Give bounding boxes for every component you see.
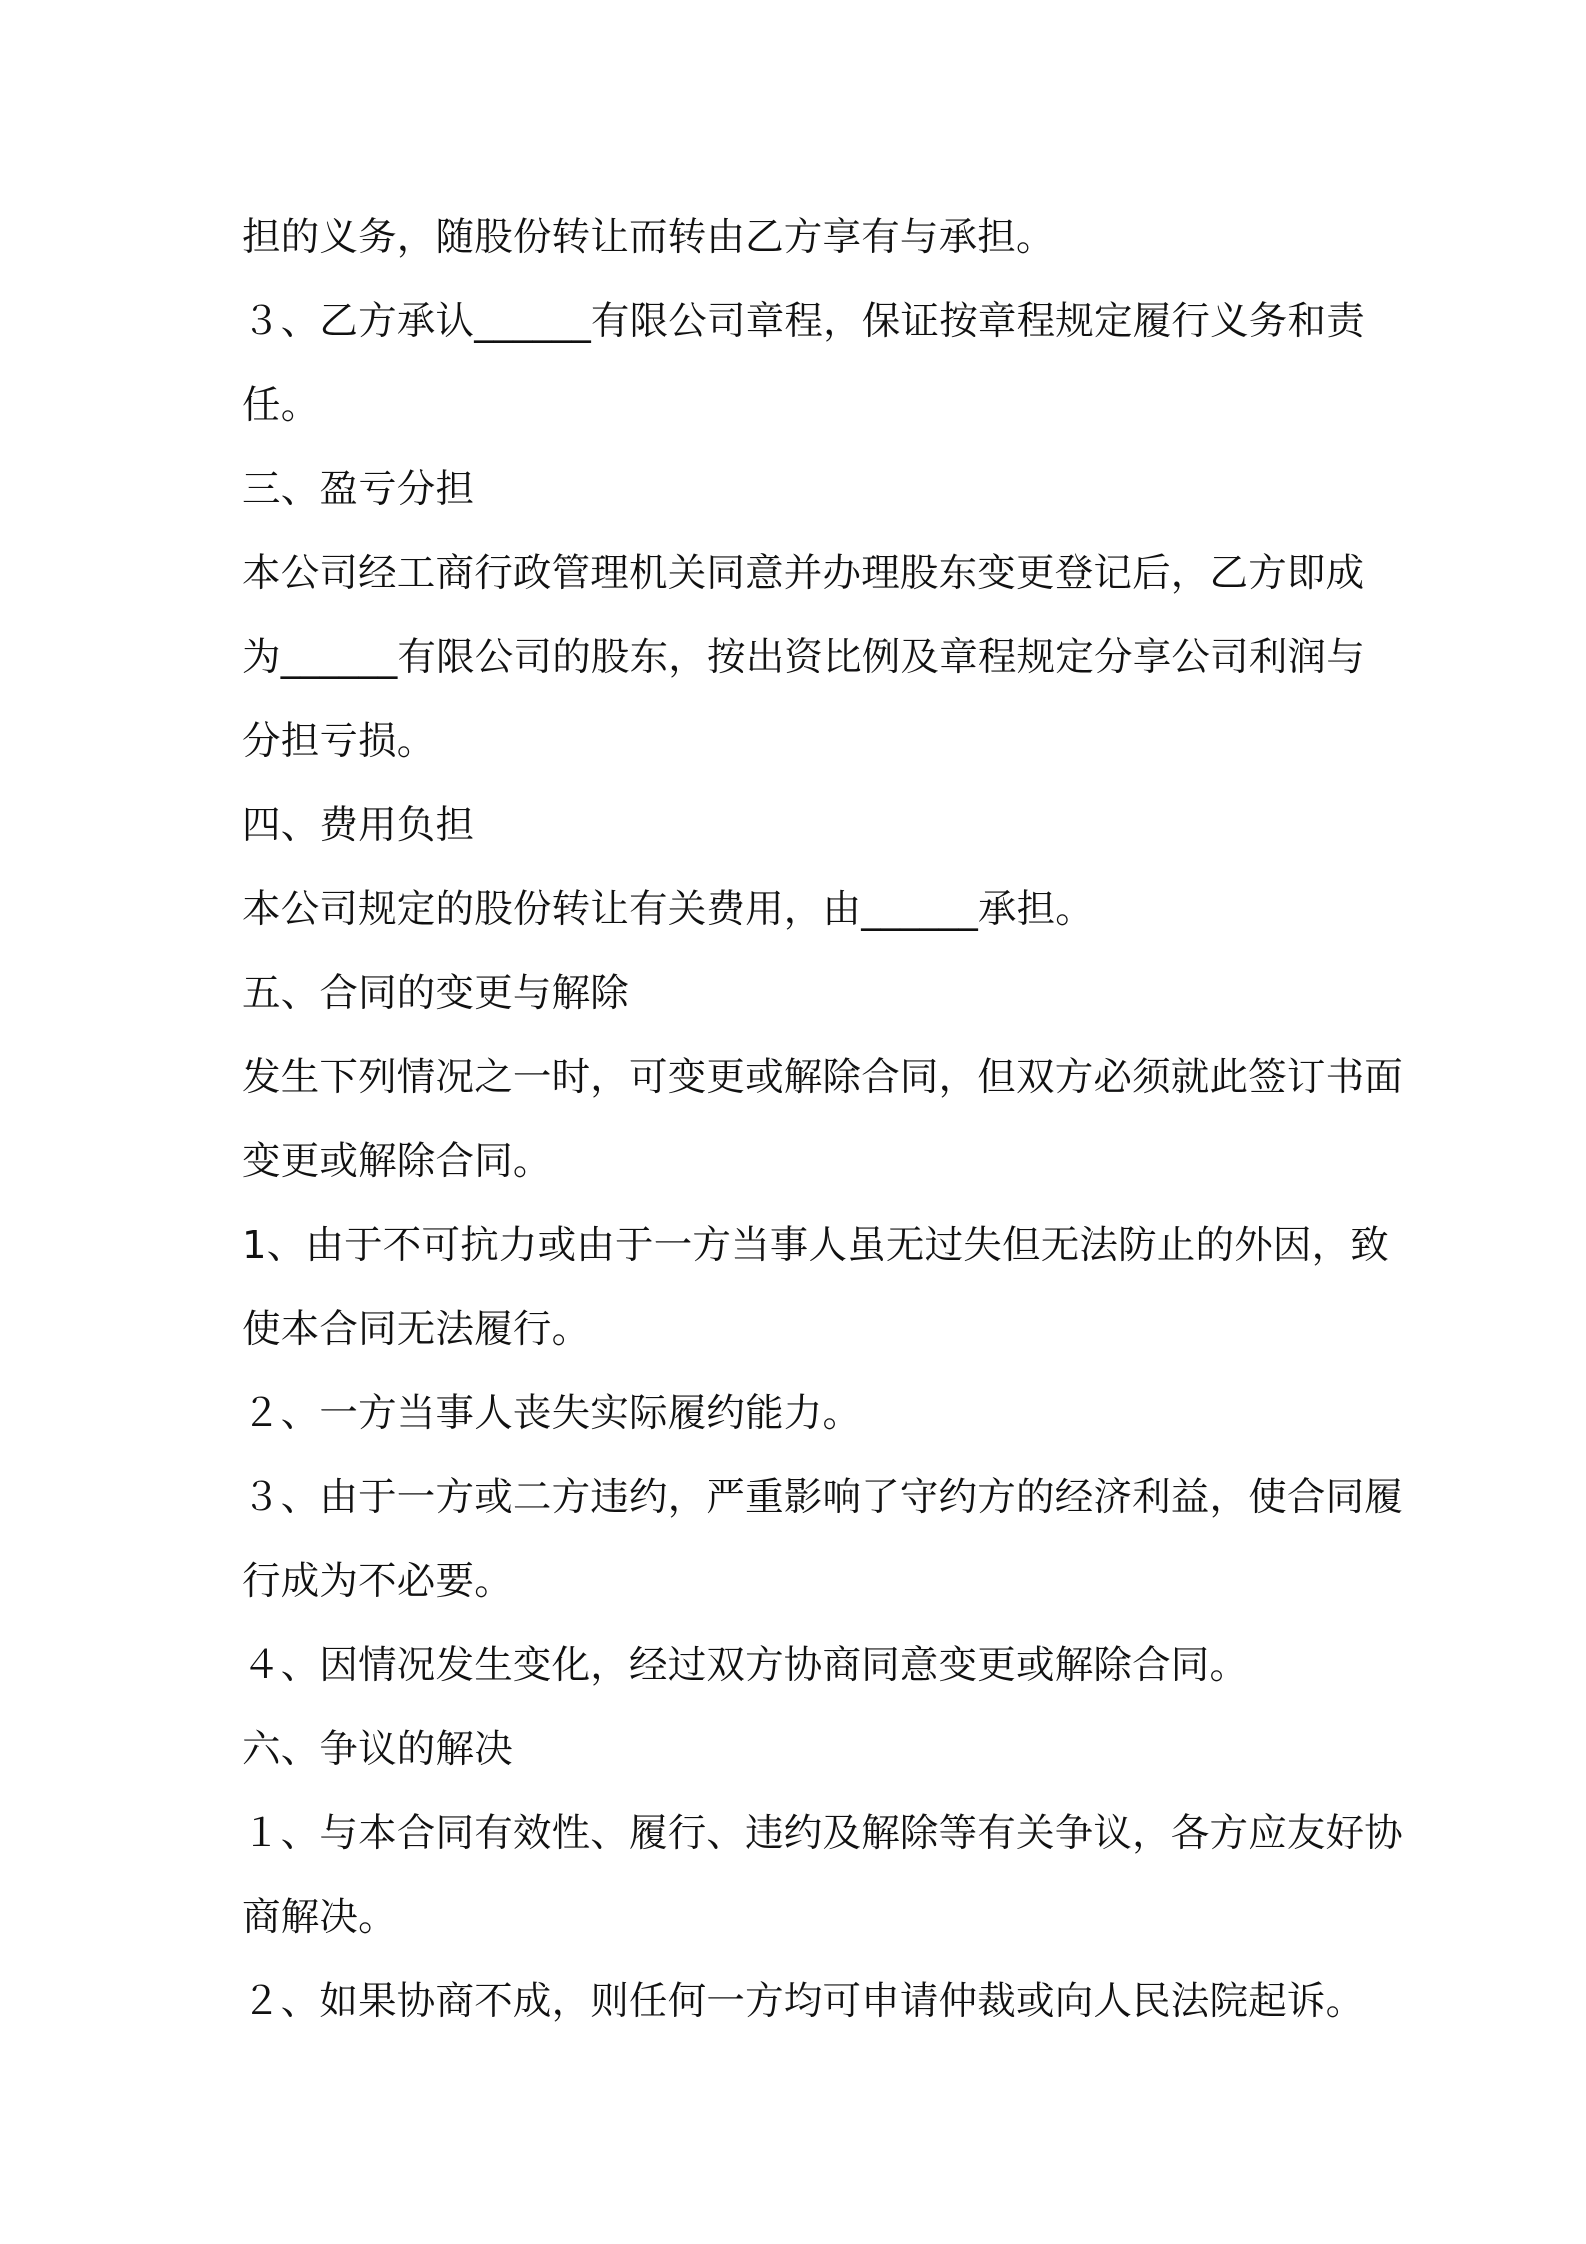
text-line: 商解决。 bbox=[242, 1895, 397, 1940]
text-line: 使本合同无法履行。 bbox=[242, 1307, 591, 1352]
text-line: 担的义务，随股份转让而转由乙方享有与承担。 bbox=[242, 215, 1055, 260]
text-line: １、与本合同有效性、履行、违约及解除等有关争议，各方应友好协 bbox=[242, 1811, 1404, 1856]
text-line: ４、因情况发生变化，经过双方协商同意变更或解除合同。 bbox=[242, 1643, 1249, 1688]
text-line: ２、一方当事人丧失实际履约能力。 bbox=[242, 1391, 862, 1436]
section-heading: 五、合同的变更与解除 bbox=[242, 971, 630, 1016]
document-body bbox=[242, 196, 1404, 2044]
section-heading: 四、费用负担 bbox=[242, 803, 475, 848]
text-line: 为______有限公司的股东，按出资比例及章程规定分享公司利润与 bbox=[242, 635, 1365, 680]
text-line: 发生下列情况之一时，可变更或解除合同，但双方必须就此签订书面 bbox=[242, 1055, 1404, 1100]
text-line: ３、由于一方或二方违约，严重影响了守约方的经济利益，使合同履 bbox=[242, 1475, 1404, 1520]
text-line: 本公司规定的股份转让有关费用，由______承担。 bbox=[242, 887, 1095, 932]
section-heading: 六、争议的解决 bbox=[242, 1727, 513, 1772]
text-line: ３、乙方承认______有限公司章程，保证按章程规定履行义务和责 bbox=[242, 299, 1365, 344]
text-line: 变更或解除合同。 bbox=[242, 1139, 552, 1184]
text-line: 行成为不必要。 bbox=[242, 1559, 513, 1604]
section-heading: 三、盈亏分担 bbox=[242, 467, 475, 512]
text-line: 本公司经工商行政管理机关同意并办理股东变更登记后，乙方即成 bbox=[242, 551, 1365, 596]
text-line: 1、由于不可抗力或由于一方当事人虽无过失但无法防止的外因，致 bbox=[242, 1223, 1389, 1268]
text-line: 分担亏损。 bbox=[242, 719, 436, 764]
text-line: 任。 bbox=[242, 383, 320, 428]
text-line: ２、如果协商不成，则任何一方均可申请仲裁或向人民法院起诉。 bbox=[242, 1979, 1365, 2024]
